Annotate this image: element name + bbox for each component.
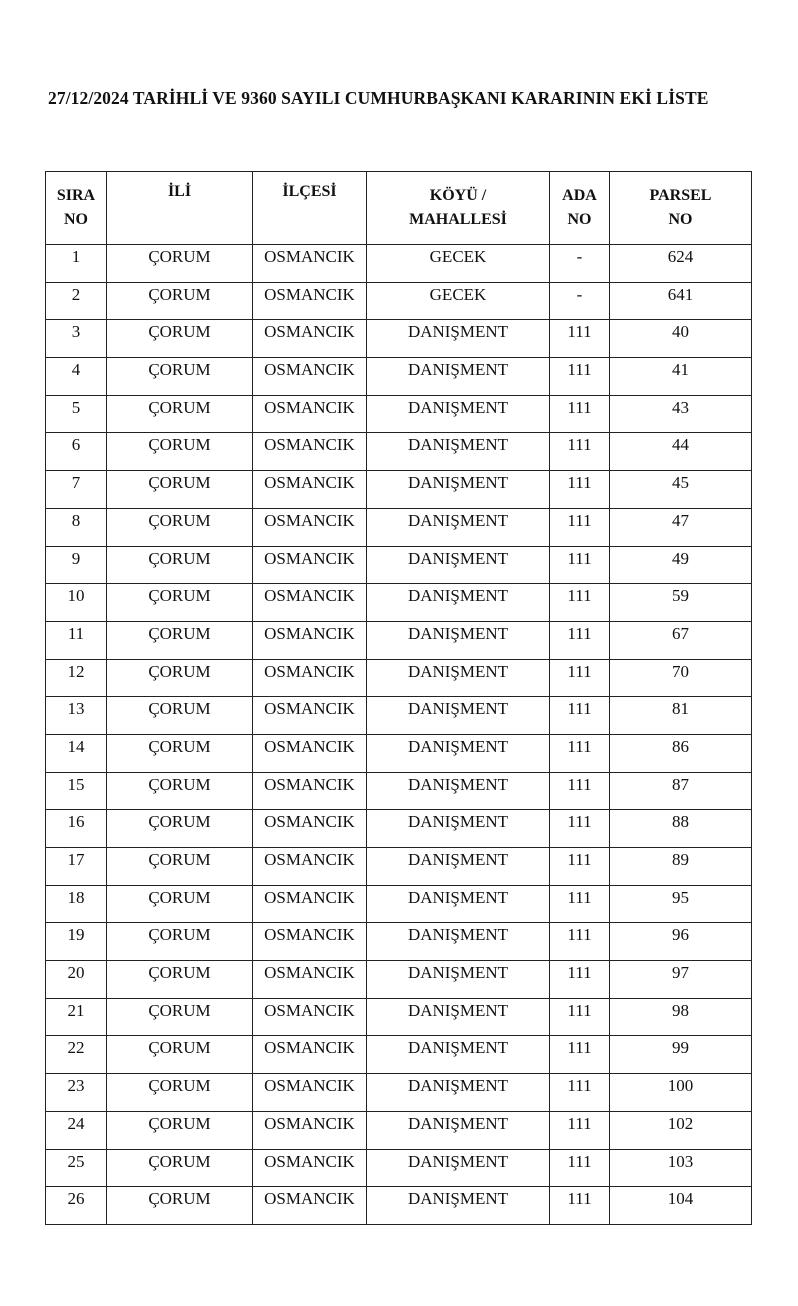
table-row (46, 320, 752, 358)
header-parsel-line2: NO (668, 211, 693, 228)
cell-ili: ÇORUM (107, 358, 253, 396)
cell-ili: ÇORUM (107, 320, 253, 358)
cell-koyu-mahallesi: DANIŞMENT (367, 433, 550, 471)
cell-parsel-no: 88 (610, 810, 752, 848)
header-parsel-line1: PARSEL (649, 187, 712, 204)
cell-ilcesi: OSMANCIK (253, 772, 367, 810)
header-ili (107, 172, 253, 245)
cell-sira-no: 17 (46, 848, 107, 886)
cell-sira-no: 4 (46, 358, 107, 396)
cell-sira-no: 24 (46, 1111, 107, 1149)
cell-ada-no: 111 (550, 1074, 610, 1112)
cell-ilcesi: OSMANCIK (253, 697, 367, 735)
table-row (46, 1074, 752, 1112)
header-koyu-mahallesi (367, 172, 550, 245)
parcel-list-table (45, 171, 752, 1225)
cell-ili: ÇORUM (107, 697, 253, 735)
header-sira-no-line1: SIRA (56, 187, 96, 204)
cell-ilcesi: OSMANCIK (253, 810, 367, 848)
cell-koyu-mahallesi: DANIŞMENT (367, 659, 550, 697)
cell-parsel-no: 43 (610, 395, 752, 433)
cell-sira-no: 2 (46, 282, 107, 320)
cell-parsel-no: 641 (610, 282, 752, 320)
cell-ada-no: - (550, 282, 610, 320)
cell-ada-no: 111 (550, 546, 610, 584)
cell-koyu-mahallesi: DANIŞMENT (367, 848, 550, 886)
cell-ilcesi: OSMANCIK (253, 659, 367, 697)
document-title: 27/12/2024 TARİHLİ VE 9360 SAYILI CUMHURBAŞKANI KARARININ EKİ LİSTE (48, 88, 709, 108)
cell-ada-no: - (550, 245, 610, 283)
cell-parsel-no: 100 (610, 1074, 752, 1112)
table-row (46, 395, 752, 433)
cell-ilcesi: OSMANCIK (253, 734, 367, 772)
cell-parsel-no: 99 (610, 1036, 752, 1074)
cell-ili: ÇORUM (107, 772, 253, 810)
cell-ili: ÇORUM (107, 734, 253, 772)
cell-ada-no: 111 (550, 961, 610, 999)
cell-parsel-no: 59 (610, 584, 752, 622)
cell-ilcesi: OSMANCIK (253, 1149, 367, 1187)
cell-ili: ÇORUM (107, 1149, 253, 1187)
cell-sira-no: 23 (46, 1074, 107, 1112)
cell-koyu-mahallesi: DANIŞMENT (367, 1074, 550, 1112)
table-row (46, 1111, 752, 1149)
cell-sira-no: 20 (46, 961, 107, 999)
cell-koyu-mahallesi: DANIŞMENT (367, 810, 550, 848)
cell-ili: ÇORUM (107, 885, 253, 923)
cell-ili: ÇORUM (107, 659, 253, 697)
cell-koyu-mahallesi: DANIŞMENT (367, 395, 550, 433)
cell-ilcesi: OSMANCIK (253, 1111, 367, 1149)
cell-ili: ÇORUM (107, 546, 253, 584)
table-row (46, 772, 752, 810)
cell-sira-no: 3 (46, 320, 107, 358)
table-row (46, 659, 752, 697)
table-row (46, 1149, 752, 1187)
cell-parsel-no: 97 (610, 961, 752, 999)
cell-parsel-no: 98 (610, 998, 752, 1036)
table-row (46, 584, 752, 622)
table-row (46, 998, 752, 1036)
cell-ili: ÇORUM (107, 1036, 253, 1074)
cell-ada-no: 111 (550, 810, 610, 848)
cell-ada-no: 111 (550, 998, 610, 1036)
cell-koyu-mahallesi: DANIŞMENT (367, 508, 550, 546)
cell-ada-no: 111 (550, 433, 610, 471)
cell-sira-no: 15 (46, 772, 107, 810)
cell-ilcesi: OSMANCIK (253, 471, 367, 509)
cell-ili: ÇORUM (107, 998, 253, 1036)
cell-ada-no: 111 (550, 358, 610, 396)
cell-ilcesi: OSMANCIK (253, 245, 367, 283)
header-ili-label: İLİ (167, 183, 192, 200)
cell-parsel-no: 86 (610, 734, 752, 772)
cell-ilcesi: OSMANCIK (253, 848, 367, 886)
header-ilcesi (253, 172, 367, 245)
cell-ada-no: 111 (550, 320, 610, 358)
cell-ilcesi: OSMANCIK (253, 508, 367, 546)
table-row (46, 1036, 752, 1074)
cell-parsel-no: 41 (610, 358, 752, 396)
cell-sira-no: 5 (46, 395, 107, 433)
cell-ada-no: 111 (550, 471, 610, 509)
cell-ada-no: 111 (550, 395, 610, 433)
cell-ilcesi: OSMANCIK (253, 1187, 367, 1225)
cell-sira-no: 22 (46, 1036, 107, 1074)
cell-sira-no: 12 (46, 659, 107, 697)
table-row (46, 848, 752, 886)
header-ada-line2: NO (567, 211, 592, 228)
cell-parsel-no: 49 (610, 546, 752, 584)
cell-ilcesi: OSMANCIK (253, 395, 367, 433)
header-koyu-line2: MAHALLESİ (409, 211, 507, 228)
cell-parsel-no: 70 (610, 659, 752, 697)
cell-parsel-no: 45 (610, 471, 752, 509)
cell-ili: ÇORUM (107, 245, 253, 283)
cell-ili: ÇORUM (107, 433, 253, 471)
header-ada-line1: ADA (562, 187, 597, 204)
cell-parsel-no: 89 (610, 848, 752, 886)
cell-sira-no: 10 (46, 584, 107, 622)
cell-ilcesi: OSMANCIK (253, 584, 367, 622)
cell-ilcesi: OSMANCIK (253, 998, 367, 1036)
table-row (46, 885, 752, 923)
cell-ada-no: 111 (550, 1111, 610, 1149)
cell-koyu-mahallesi: DANIŞMENT (367, 471, 550, 509)
cell-ada-no: 111 (550, 621, 610, 659)
cell-koyu-mahallesi: DANIŞMENT (367, 923, 550, 961)
cell-ili: ÇORUM (107, 621, 253, 659)
cell-sira-no: 21 (46, 998, 107, 1036)
cell-ilcesi: OSMANCIK (253, 358, 367, 396)
cell-sira-no: 19 (46, 923, 107, 961)
table-row (46, 508, 752, 546)
cell-parsel-no: 81 (610, 697, 752, 735)
cell-parsel-no: 96 (610, 923, 752, 961)
cell-sira-no: 1 (46, 245, 107, 283)
cell-parsel-no: 47 (610, 508, 752, 546)
cell-sira-no: 8 (46, 508, 107, 546)
cell-koyu-mahallesi: DANIŞMENT (367, 772, 550, 810)
header-sira-no (46, 172, 107, 245)
cell-ili: ÇORUM (107, 1111, 253, 1149)
cell-parsel-no: 87 (610, 772, 752, 810)
cell-ada-no: 111 (550, 659, 610, 697)
cell-sira-no: 9 (46, 546, 107, 584)
cell-parsel-no: 103 (610, 1149, 752, 1187)
cell-ilcesi: OSMANCIK (253, 320, 367, 358)
cell-parsel-no: 95 (610, 885, 752, 923)
cell-sira-no: 26 (46, 1187, 107, 1225)
cell-koyu-mahallesi: DANIŞMENT (367, 1187, 550, 1225)
table-row (46, 621, 752, 659)
cell-sira-no: 13 (46, 697, 107, 735)
cell-ilcesi: OSMANCIK (253, 885, 367, 923)
cell-ada-no: 111 (550, 697, 610, 735)
cell-parsel-no: 104 (610, 1187, 752, 1225)
cell-ilcesi: OSMANCIK (253, 1074, 367, 1112)
cell-koyu-mahallesi: DANIŞMENT (367, 734, 550, 772)
cell-ilcesi: OSMANCIK (253, 923, 367, 961)
table-row (46, 282, 752, 320)
table-row (46, 961, 752, 999)
table-row (46, 810, 752, 848)
cell-koyu-mahallesi: DANIŞMENT (367, 584, 550, 622)
cell-koyu-mahallesi: DANIŞMENT (367, 546, 550, 584)
cell-parsel-no: 44 (610, 433, 752, 471)
cell-ili: ÇORUM (107, 848, 253, 886)
cell-ili: ÇORUM (107, 1074, 253, 1112)
cell-koyu-mahallesi: DANIŞMENT (367, 320, 550, 358)
cell-ada-no: 111 (550, 1149, 610, 1187)
cell-koyu-mahallesi: DANIŞMENT (367, 621, 550, 659)
cell-ilcesi: OSMANCIK (253, 1036, 367, 1074)
cell-koyu-mahallesi: DANIŞMENT (367, 1036, 550, 1074)
cell-ilcesi: OSMANCIK (253, 961, 367, 999)
cell-ili: ÇORUM (107, 1187, 253, 1225)
cell-koyu-mahallesi: DANIŞMENT (367, 961, 550, 999)
header-sira-no-line2: NO (64, 211, 88, 228)
table-row (46, 546, 752, 584)
cell-ada-no: 111 (550, 584, 610, 622)
cell-sira-no: 18 (46, 885, 107, 923)
cell-sira-no: 25 (46, 1149, 107, 1187)
cell-ili: ÇORUM (107, 961, 253, 999)
table-row (46, 358, 752, 396)
cell-ili: ÇORUM (107, 584, 253, 622)
table-row (46, 433, 752, 471)
cell-parsel-no: 102 (610, 1111, 752, 1149)
cell-ada-no: 111 (550, 923, 610, 961)
cell-ada-no: 111 (550, 1187, 610, 1225)
cell-ada-no: 111 (550, 734, 610, 772)
cell-ada-no: 111 (550, 885, 610, 923)
cell-ili: ÇORUM (107, 395, 253, 433)
table-row (46, 923, 752, 961)
cell-koyu-mahallesi: DANIŞMENT (367, 885, 550, 923)
cell-sira-no: 6 (46, 433, 107, 471)
cell-koyu-mahallesi: DANIŞMENT (367, 358, 550, 396)
cell-koyu-mahallesi: GECEK (367, 245, 550, 283)
cell-ili: ÇORUM (107, 508, 253, 546)
table-row (46, 471, 752, 509)
table-row (46, 734, 752, 772)
table-body (46, 245, 752, 1225)
header-ada-no (550, 172, 610, 245)
cell-ili: ÇORUM (107, 471, 253, 509)
cell-ili: ÇORUM (107, 282, 253, 320)
cell-sira-no: 16 (46, 810, 107, 848)
cell-koyu-mahallesi: DANIŞMENT (367, 1149, 550, 1187)
cell-sira-no: 7 (46, 471, 107, 509)
header-ilcesi-label: İLÇESİ (282, 183, 337, 200)
table-row (46, 697, 752, 735)
cell-ada-no: 111 (550, 772, 610, 810)
table-row (46, 245, 752, 283)
cell-ada-no: 111 (550, 848, 610, 886)
cell-koyu-mahallesi: DANIŞMENT (367, 1111, 550, 1149)
header-koyu-line1: KÖYÜ / (429, 187, 487, 204)
cell-parsel-no: 624 (610, 245, 752, 283)
cell-ilcesi: OSMANCIK (253, 621, 367, 659)
cell-ili: ÇORUM (107, 810, 253, 848)
cell-sira-no: 11 (46, 621, 107, 659)
cell-koyu-mahallesi: GECEK (367, 282, 550, 320)
cell-ada-no: 111 (550, 508, 610, 546)
cell-ili: ÇORUM (107, 923, 253, 961)
cell-koyu-mahallesi: DANIŞMENT (367, 998, 550, 1036)
cell-parsel-no: 67 (610, 621, 752, 659)
cell-ilcesi: OSMANCIK (253, 433, 367, 471)
table-row (46, 1187, 752, 1225)
cell-parsel-no: 40 (610, 320, 752, 358)
cell-ada-no: 111 (550, 1036, 610, 1074)
cell-sira-no: 14 (46, 734, 107, 772)
table-header-row (46, 172, 752, 245)
header-parsel-no (610, 172, 752, 245)
cell-ilcesi: OSMANCIK (253, 546, 367, 584)
cell-ilcesi: OSMANCIK (253, 282, 367, 320)
cell-koyu-mahallesi: DANIŞMENT (367, 697, 550, 735)
